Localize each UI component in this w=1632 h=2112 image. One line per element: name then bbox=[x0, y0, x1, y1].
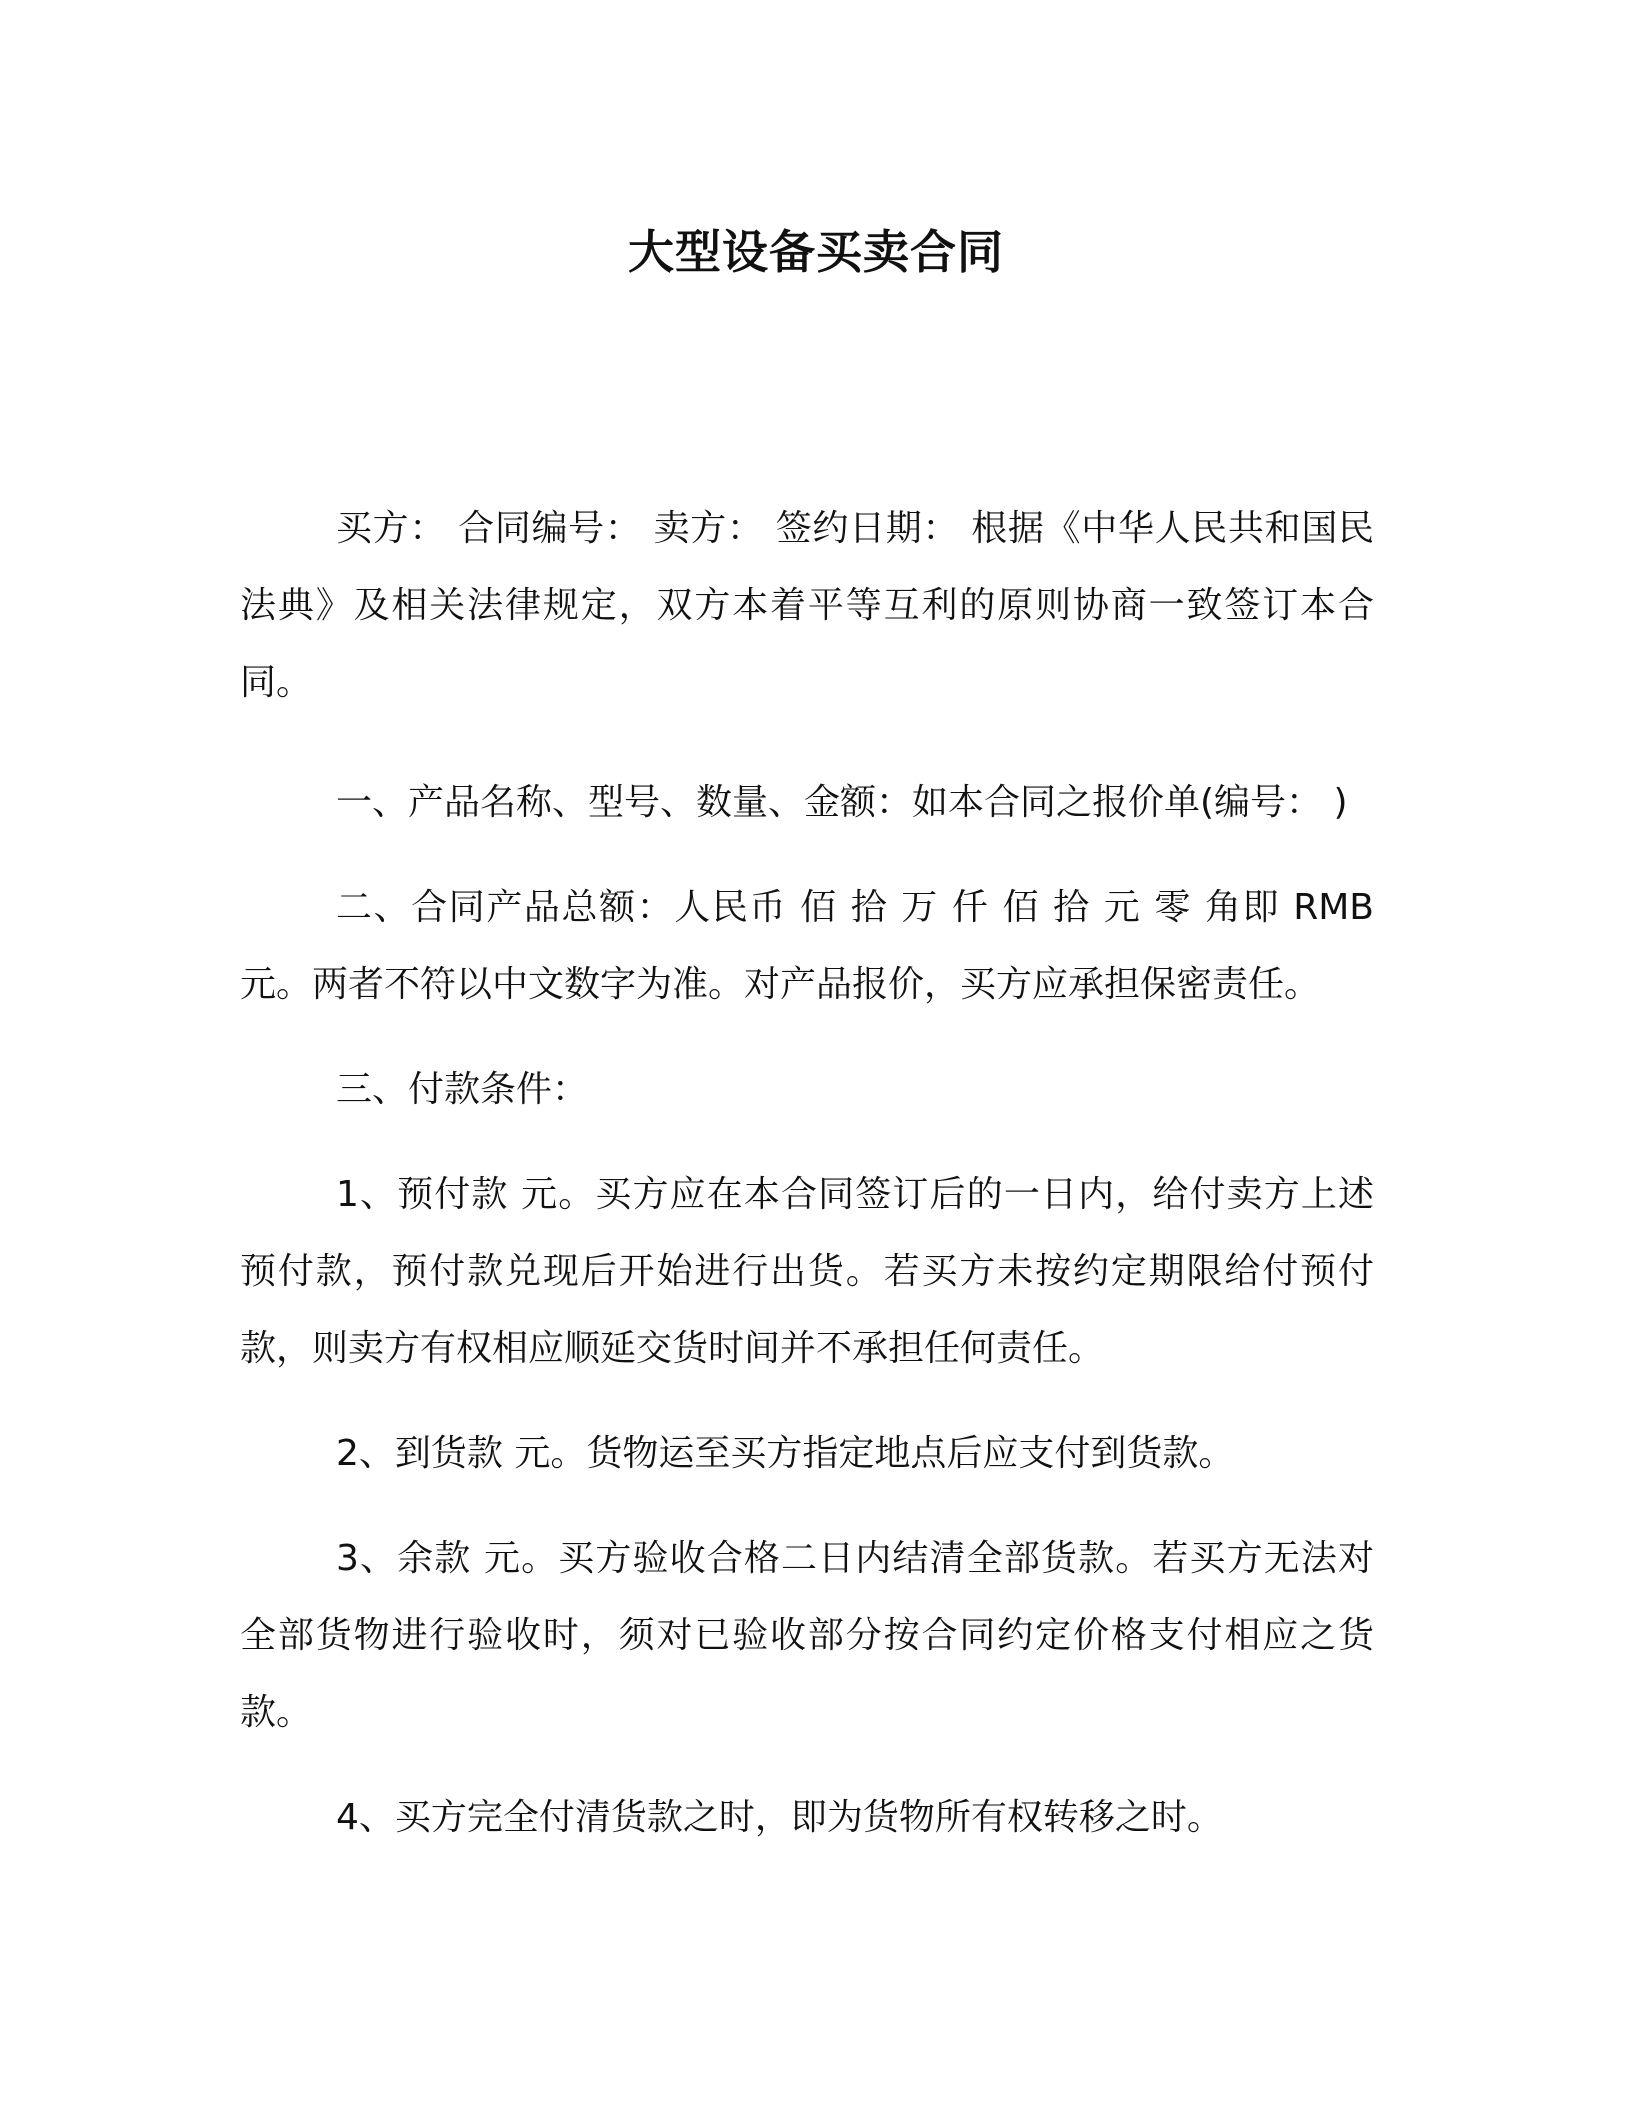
payment-item-arrival: 2、到货款 元。货物运至买方指定地点后应支付到货款。 bbox=[336, 1433, 1235, 1474]
clause-payment-terms-heading: 三、付款条件： bbox=[336, 1069, 589, 1110]
contract-preamble: 买方： 合同编号： 卖方： 签约日期： 根据《中华人民共和国民法典》及相关法律规定，双方本着平等互利的原则协商一致签订本合同。 bbox=[240, 508, 1374, 703]
payment-item-balance: 3、余款 元。买方验收合格二日内结清全部货款。若买方无法对全部货物进行验收时，须对已验收部分按合同约定价格支付相应之货款。 bbox=[240, 1538, 1374, 1733]
document-title: 大型设备买卖合同 bbox=[628, 225, 1004, 279]
clause-product-info: 一、产品名称、型号、数量、金额：如本合同之报价单(编号： ) bbox=[336, 782, 1348, 823]
clause-total-amount: 二、合同产品总额：人民币 佰 拾 万 仟 佰 拾 元 零 角即 RMB 元。两者不符以中文数字为准。对产品报价，买方应承担保密责任。 bbox=[240, 887, 1374, 1005]
payment-item-ownership: 4、买方完全付清货款之时，即为货物所有权转移之时。 bbox=[336, 1797, 1223, 1838]
document-body bbox=[240, 490, 1374, 1884]
payment-item-advance: 1、预付款 元。买方应在本合同签订后的一日内，给付卖方上述预付款，预付款兑现后开始进行出货。若买方未按约定期限给付预付款，则卖方有权相应顺延交货时间并不承担任何责任。 bbox=[240, 1174, 1374, 1369]
